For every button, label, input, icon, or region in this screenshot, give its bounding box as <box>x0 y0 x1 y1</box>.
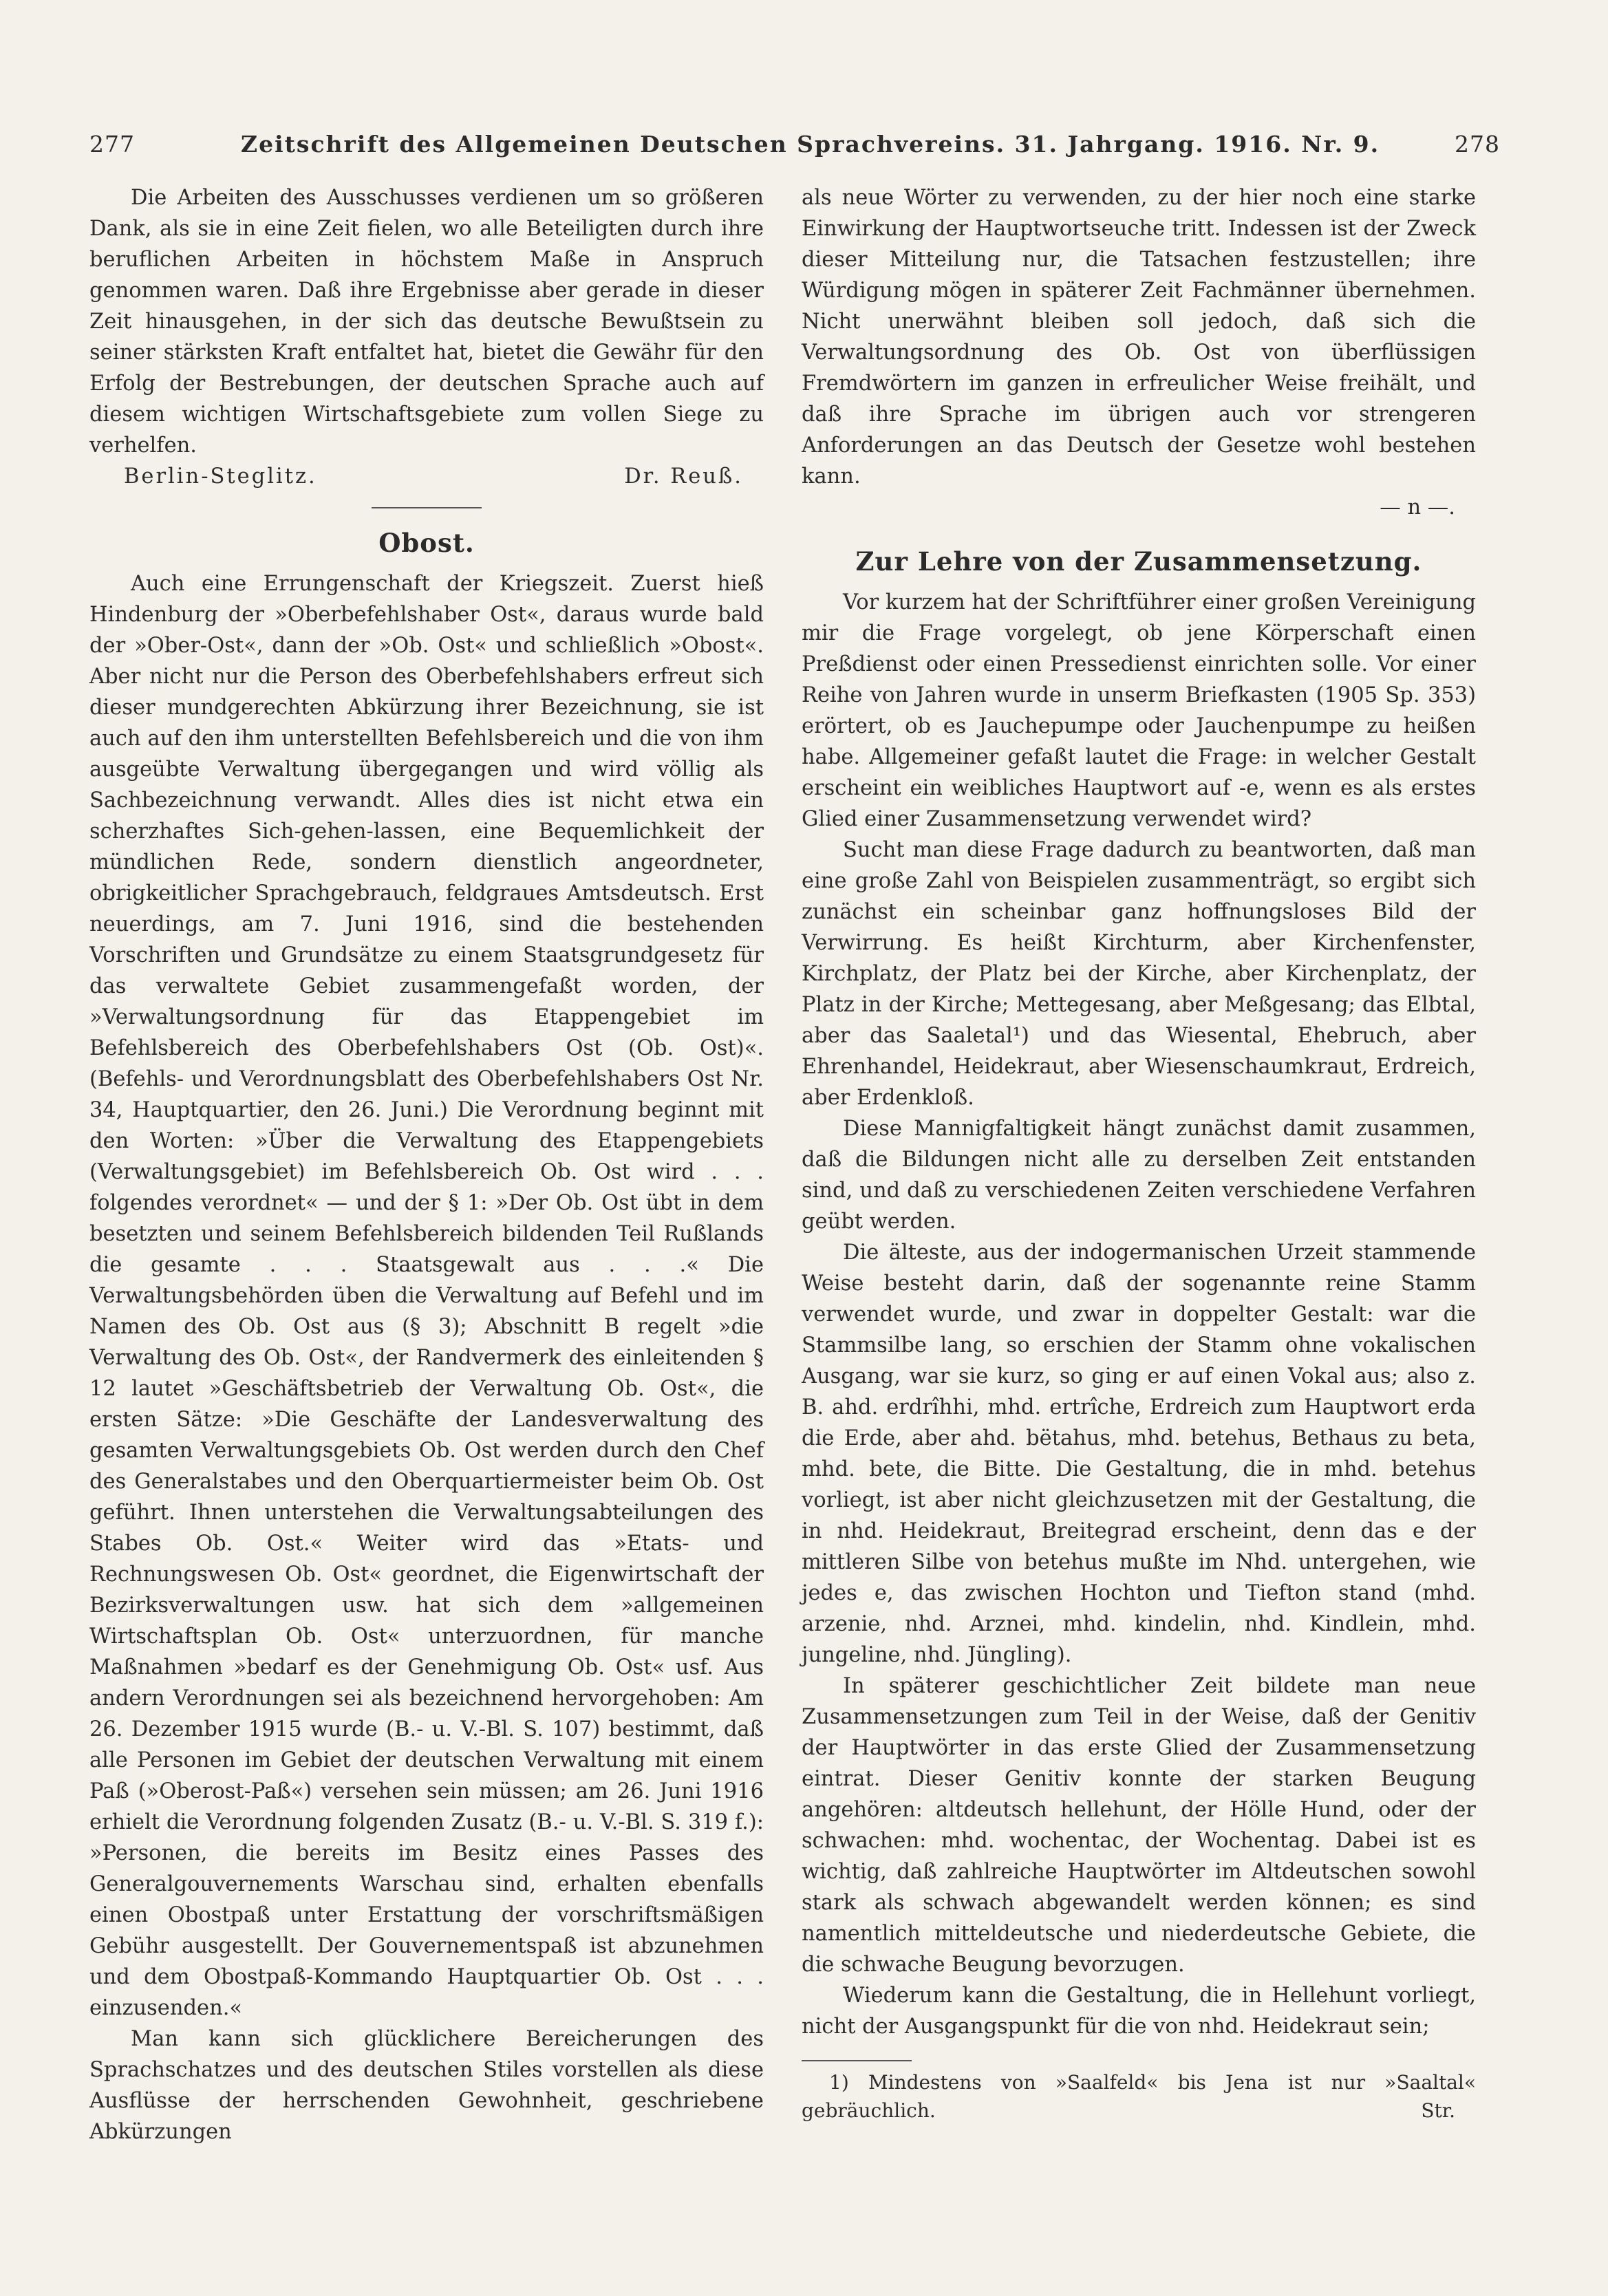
footnote-signature: Str. <box>1421 2099 1455 2122</box>
signature-line <box>89 461 764 492</box>
paragraph: Man kann sich glücklichere Bereicherungen des Sprachschatzes und des deutschen Stiles vorstellen als diese Ausflüsse der herrschenden Gewohnheit, geschriebene Abkürzungen <box>89 2027 764 2144</box>
paragraph: Auch eine Errungenschaft der Kriegszeit. Zuerst hieß Hindenburg der »Oberbefehlshaber Ost«, daraus wurde bald der »Ober-Ost«, dann der »Ob. Ost« und schließlich »Obost«. Aber nicht nur die Person des Oberbefehlshabers erfreut sich dieser mundgerechten Abkürzung ihrer Bezeichnung, sie ist auch auf den ihm unterstellten Befehlsbereich und die von ihm ausgeübte Verwaltung übergegangen und wird völlig als Sachbezeichnung verwandt. Alles dies ist nicht etwa ein scherzhaftes Sich-gehen-lassen, eine Bequemlichkeit der mündlichen Rede, sondern dienstlich angeordneter, obrigkeitlicher Sprachgebrauch, feldgraues Amtsdeutsch. Erst neuerdings, am 7. Juni 1916, sind die bestehenden Vorschriften und Grundsätze zu einem Staatsgrundgesetz für das verwaltete Gebiet zusammengefaßt worden, der »Verwaltungsordnung für das Etappengebiet im Befehlsbereich des Oberbefehlshabers Ost (Ob. Ost)«. (Befehls- und Verordnungsblatt des Oberbefehlshabers Ost Nr. 34, Hauptquartier, den 26. Juni.) Die Verordnung beginnt mit den Worten: »Über die Verwaltung des Etappengebiets (Verwaltungsgebiet) im Befehlsbereich Ob. Ost wird . . . folgendes verordnet« — und der § 1: »Der Ob. Ost übt in dem besetzten und seinem Befehlsbereich bildenden Teil Rußlands die gesamte . . . Staatsgewalt aus . . .« Die Verwaltungsbehörden üben die Verwaltung auf Befehl und im Namen des Ob. Ost aus (§ 3); Abschnitt B regelt »die Verwaltung des Ob. Ost«, der Randvermerk des einleitenden § 12 lautet »Geschäftsbetrieb der Verwaltung Ob. Ost«, die ersten Sätze: »Die Geschäfte der Landesverwaltung des gesamten Verwaltungsgebiets Ob. Ost werden durch den Chef des Generalstabes und den Oberquartiermeister beim Ob. Ost geführt. Ihnen unterstehen die Verwaltungsabteilungen des Stabes Ob. Ost.« Weiter wird das »Etats- und Rechnungswesen Ob. Ost« geordnet, die Eigenwirtschaft der Bezirksverwaltungen usw. hat sich dem »allgemeinen Wirtschaftsplan Ob. Ost« unterzuordnen, für manche Maßnahmen »bedarf es der Genehmigung Ob. Ost« usf. Aus andern Verordnungen sei als bezeichnend hervorgehoben: Am 26. Dezember 1915 wurde (B.- u. V.-Bl. S. 107) bestimmt, daß alle Personen im Gebiet der deutschen Verwaltung mit einem Paß (»Oberost-Paß«) versehen sein müssen; am 26. Juni 1916 erhielt die Verordnung folgenden Zusatz (B.- u. V.-Bl. S. 319 f.): »Personen, die bereits im Besitz eines Passes des Generalgouvernements Warschau sind, erhalten ebenfalls einen Obostpaß unter Erstattung der vorschriftsmäßigen Gebühr ausgestellt. Der Gouvernementspaß ist abzunehmen und dem Obostpaß-Kommando Hauptquartier Ob. Ost . . . einzusenden.« <box>89 572 764 2020</box>
footnote <box>802 2068 1476 2125</box>
footnote-text: 1) Mindestens von »Saalfeld« bis Jena ist nur »Saaltal« gebräuchlich. <box>802 2071 1476 2122</box>
signature-name: Dr. Reuß. <box>624 464 743 489</box>
page-number-right: 278 <box>1455 131 1500 158</box>
page-number-left: 277 <box>89 131 135 158</box>
paragraph: Wiederum kann die Gestaltung, die in Hellehunt vorliegt, nicht der Ausgangspunkt für die von nhd. Heidekraut sein; <box>802 1984 1476 2039</box>
signature: — n —. <box>1380 495 1455 519</box>
paragraph: Die älteste, aus der indogermanischen Urzeit stammende Weise besteht darin, daß der sogenannte reine Stamm verwendet wurde, und zwar in doppelter Gestalt: war die Stammsilbe lang, so erschien der Stamm ohne vokalischen Ausgang, war sie kurz, so ging er auf einen Vokal aus; also z. B. ahd. erdrîhhi, mhd. ertrîche, Erdreich zum Hauptwort erda die Erde, aber ahd. bëtahus, mhd. betehus, Bethaus zu beta, mhd. bete, die Bitte. Die Gestaltung, die in mhd. betehus vorliegt, ist aber nicht gleichzusetzen mit der Gestaltung, die in nhd. Heidekraut, Breitegrad erscheint, denn das e der mittleren Silbe von betehus mußte im Nhd. untergehen, wie jedes e, das zwischen Hochton und Tiefton stand (mhd. arzenie, nhd. Arznei, mhd. kindelin, nhd. Kindlein, mhd. jungeline, nhd. Jüngling). <box>802 1241 1476 1667</box>
paragraph: Die Arbeiten des Ausschusses verdienen um so größeren Dank, als sie in eine Zeit fielen, wo alle Beteiligten durch ihre beruflichen Arbeiten in höchstem Maße in Anspruch genommen waren. Daß ihre Ergebnisse aber gerade in dieser Zeit hinausgehen, in der sich das deutsche Bewußtsein zu seiner stärksten Kraft entfaltet hat, bietet die Gewähr für den Erfolg der Bestrebungen, der deutschen Sprache auch auf diesem wichtigen Wirtschaftsgebiete zum vollen Siege zu verhelfen. <box>89 186 764 458</box>
left-column <box>89 182 764 2147</box>
paragraph: Diese Mannigfaltigkeit hängt zunächst damit zusammen, daß die Bildungen nicht alle zu derselben Zeit entstanden sind, und daß zu verschiedenen Zeiten verschiedene Verfahren geübt werden. <box>802 1117 1476 1234</box>
signature-place: Berlin-Steglitz. <box>124 464 317 489</box>
signature-line <box>802 492 1455 523</box>
divider <box>372 507 482 508</box>
section-title: Zur Lehre von der Zusammensetzung. <box>855 546 1422 577</box>
running-title: Zeitschrift des Allgemeinen Deutschen Sprachvereins. 31. Jahrgang. 1916. Nr. 9. <box>241 131 1380 158</box>
paragraph: In späterer geschichtlicher Zeit bildete man neue Zusammensetzungen zum Teil in der Weise, daß der Genitiv der Hauptwörter in das erste Glied der Zusammensetzung eintrat. Dieser Genitiv konnte der starken Beugung angehören: altdeutsch hellehunt, der Hölle Hund, oder der schwachen: mhd. wochentac, der Wochentag. Dabei ist es wichtig, daß zahlreiche Hauptwörter im Altdeutschen sowohl stark als schwach abgewandelt werden können; es sind namentlich mitteldeutsche und niederdeutsche Gebiete, die die schwache Beugung bevorzugen. <box>802 1674 1476 1977</box>
page-header <box>89 131 1500 172</box>
footnote-divider <box>802 2060 912 2061</box>
section-title: Obost. <box>378 528 475 558</box>
paragraph: als neue Wörter zu verwenden, zu der hier noch eine starke Einwirkung der Hauptwortseuche tritt. Indessen ist der Zweck dieser Mitteilung nur, die Tatsachen festzustellen; ihre Würdigung mögen in späterer Zeit Fachmänner übernehmen. Nicht unerwähnt bleiben soll jedoch, daß sich die Verwaltungsordnung des Ob. Ost von überflüssigen Fremdwörtern im ganzen in erfreulicher Weise freihält, und daß ihre Sprache im übrigen auch vor strengeren Anforderungen an das Deutsch der Gesetze wohl bestehen kann. <box>802 186 1476 489</box>
paragraph: Sucht man diese Frage dadurch zu beantworten, daß man eine große Zahl von Beispielen zusammenträgt, so ergibt sich zunächst ein scheinbar ganz hoffnungsloses Bild der Verwirrung. Es heißt Kirchturm, aber Kirchenfenster, Kirchplatz, der Platz bei der Kirche, aber Kirchenplatz, der Platz in der Kirche; Mettegesang, aber Meßgesang; das Elbtal, aber das Saaletal¹) und das Wiesental, Ehebruch, aber Ehrenhandel, Heidekraut, aber Wiesenschaumkraut, Erdreich, aber Erdenkloß. <box>802 838 1476 1110</box>
right-column <box>802 182 1476 2125</box>
paragraph: Vor kurzem hat der Schriftführer einer großen Vereinigung mir die Frage vorgelegt, ob jene Körperschaft einen Preßdienst oder einen Pressedienst einrichten solle. Vor einer Reihe von Jahren wurde in unserm Briefkasten (1905 Sp. 353) erörtert, ob es Jauchepumpe oder Jauchenpumpe zu heißen habe. Allgemeiner gefaßt lautet die Frage: in welcher Gestalt erscheint ein weibliches Hauptwort auf -e, wenn es als erstes Glied einer Zusammensetzung verwendet wird? <box>802 590 1476 831</box>
